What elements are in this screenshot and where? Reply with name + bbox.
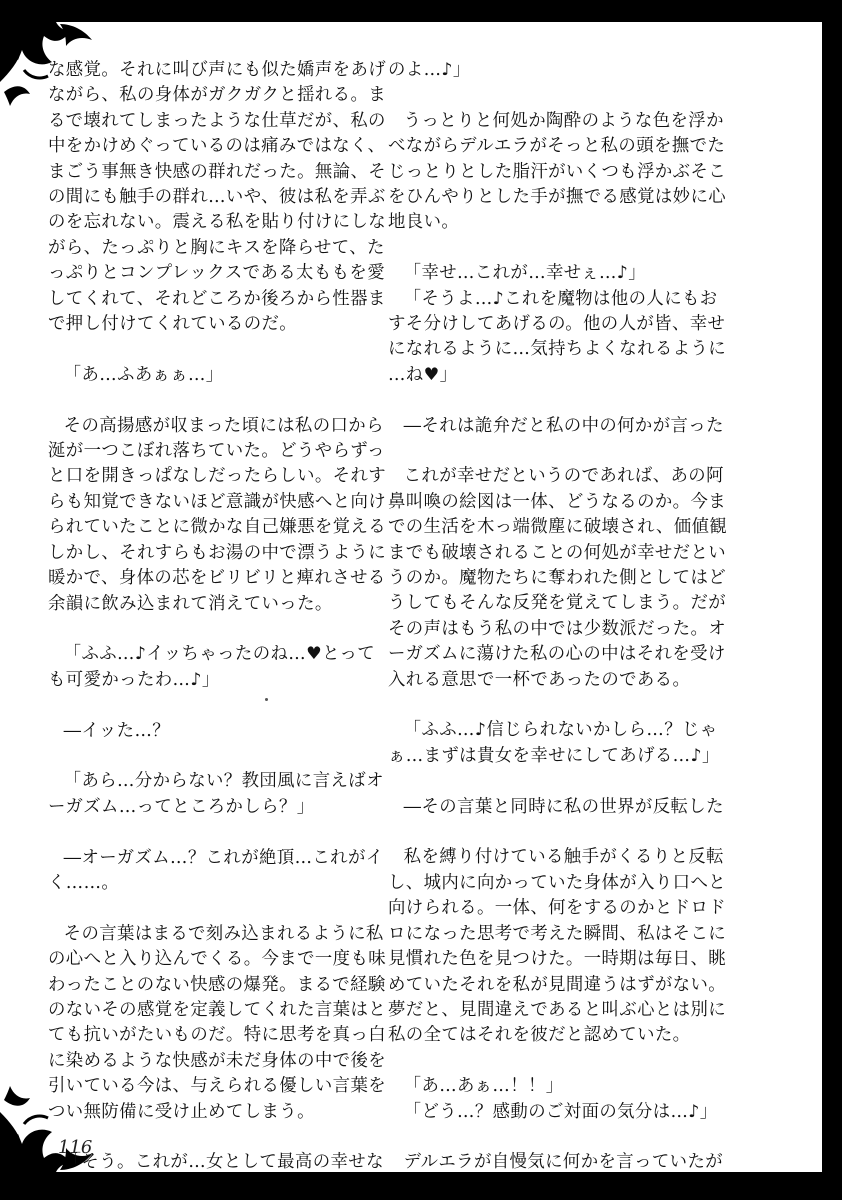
text-line: 「どう…？感動のご対面の気分は…♪」 (403, 1101, 718, 1122)
text-line: つい無防備に受け止めてしまう。 (48, 1101, 315, 1122)
text-line: ながら、私の身体がガクガクと揺れる。ま (48, 85, 387, 106)
text-line (388, 83, 730, 108)
print-speck (265, 698, 268, 701)
text-line (388, 388, 730, 413)
text-line: すそ分けしてあげるの。他の人が皆、幸せ (388, 314, 726, 335)
text-line: べながらデルエラがそっと私の頭を撫でた (388, 136, 726, 157)
text-line: な感覚。それに叫び声にも似た嬌声をあげ (48, 60, 387, 80)
text-line: うのか。魔物たちに奪われた側としてはど (388, 568, 727, 589)
text-line: その言葉はまるで刻み込まれるように私 (63, 923, 384, 944)
text-line: がら、たっぷりと胸にキスを降らせて、た (48, 237, 385, 258)
text-line: 夢だと、見間違えであると叫ぶ心とは別に (388, 999, 727, 1020)
text-line: うっとりと何処か陶酔のような色を浮か (403, 110, 724, 131)
right-text-column (388, 58, 730, 1172)
text-line: 暖かで、身体の芯をビリビリと痺れさせる (48, 568, 386, 589)
text-line: をひんやりとした手が撫でる感覚は妙に心 (388, 187, 727, 208)
text-line: 「ふふ…♪信じられないかしら…？じゃ (403, 720, 718, 741)
text-line: 入れる意思で一杯であったのである。 (388, 669, 691, 690)
page-number: 116 (58, 1137, 93, 1158)
text-line: ーガズムに蕩けた私の心の中はそれを受け (388, 644, 726, 665)
text-line: ても抗いがたいものだ。特に思考を真っ白 (48, 1025, 387, 1046)
text-line: らも知覚できないほど意識が快感へと向け (48, 491, 387, 512)
text-line: わったことのない快感の爆発。まるで経験 (48, 974, 386, 995)
text-line: るで壊れてしまったような仕草だが、私の (48, 110, 386, 131)
text-line: うしてもそんな反発を覚えてしまう。だが (388, 593, 727, 614)
text-line: になれるように…気持ちよくなれるように (388, 339, 727, 360)
text-line: での生活を木っ端微塵に破壊され、価値観 (388, 517, 728, 538)
text-line: と口を開きっぱなしだったらしい。それす (48, 466, 387, 487)
text-line: してくれて、それどころか後ろから性器ま (48, 288, 386, 309)
text-line (388, 693, 730, 718)
text-line: までも破壊されることの何処が幸せだとい (388, 542, 727, 563)
text-line: デルエラが自慢気に何かを言っていたが (403, 1152, 724, 1172)
text-line: 「ふふ…♪イッちゃったのね…♥とって (63, 644, 376, 665)
text-line: のよ…♪」 (388, 60, 471, 80)
text-line: の心へと入り込んでくる。今まで一度も味 (48, 949, 387, 970)
text-line: 鼻叫喚の絵図は一体、どうなるのか。今ま (388, 491, 727, 512)
text-line: 「あ…あぁ…！！」 (403, 1076, 564, 1097)
text-line (48, 820, 390, 845)
text-line (388, 769, 730, 794)
book-page (0, 22, 822, 1172)
text-line: も可愛かったわ…♪」 (48, 669, 220, 690)
text-line (388, 1125, 730, 1150)
text-line: く……。 (48, 872, 120, 893)
text-line (48, 693, 390, 718)
text-line (388, 439, 730, 464)
text-line: 地良い。 (388, 212, 460, 233)
text-line (48, 1125, 390, 1150)
text-line (388, 820, 730, 845)
text-line: 「そう。これが…女として最高の幸せな (63, 1152, 384, 1172)
text-line (48, 896, 390, 921)
text-line: 私の全てはそれを彼だと認めていた。 (388, 1025, 691, 1046)
text-line (48, 337, 390, 362)
text-line: の間にも触手の群れ…いや、彼は私を弄ぶ (48, 187, 386, 208)
text-line: のを忘れない。震える私を貼り付けにしな (48, 212, 387, 233)
text-line: まごう事無き快感の群れだった。無論、そ (48, 161, 387, 182)
text-line: 「あら…分からない？教団風に言えばオ (63, 771, 384, 792)
text-line: ーガズム…ってところかしら？」 (48, 796, 315, 817)
text-line: 私を縛り付けている触手がくるりと反転 (403, 847, 724, 868)
text-line: し、城内に向かっていた身体が入り口へと (388, 872, 727, 893)
text-line: 中をかけめぐっているのは痛みではなく、 (48, 136, 386, 157)
text-line: ぁ…まずは貴女を幸せにしてあげる…♪」 (388, 745, 720, 766)
text-line: ―その言葉と同時に私の世界が反転した (403, 796, 724, 817)
text-line: しかし、それすらもお湯の中で漂うように (48, 542, 387, 563)
text-line: 涎が一つこぼれ落ちていた。どうやらずっ (48, 441, 385, 462)
text-line (48, 388, 390, 413)
text-line: じっとりとした脂汗がいくつも浮かぶそこ (388, 161, 727, 182)
text-line: …ね♥」 (388, 364, 458, 385)
text-line: 向けられる。一体、何をするのかとドロド (388, 898, 727, 919)
text-line (388, 236, 730, 261)
text-line: っぷりとコンプレックスである太ももを愛 (48, 263, 385, 284)
text-line: その高揚感が収まった頃には私の口から (63, 415, 384, 436)
text-line: ロになった思考で考えた瞬間、私はそこに (388, 923, 727, 944)
text-line: ―イッた…？ (63, 720, 171, 741)
text-line: これが幸せだというのであれば、あの阿 (403, 466, 724, 487)
text-line: 「幸せ…これが…幸せぇ…♪」 (403, 263, 647, 284)
text-line (388, 1049, 730, 1074)
text-line: 「そうよ…♪これを魔物は他の人にもお (403, 288, 718, 309)
left-text-column (48, 58, 390, 1172)
text-line: に染めるような快感が未だ身体の中で後を (48, 1050, 387, 1071)
text-line: のないその感覚を定義してくれた言葉はと (48, 999, 387, 1020)
text-line: その声はもう私の中では少数派だった。オ (388, 618, 727, 639)
text-line (48, 617, 390, 642)
text-line (48, 744, 390, 769)
text-line: られていたことに微かな自己嫌悪を覚える (48, 517, 387, 538)
text-line: 余韻に飲み込まれて消えていった。 (48, 593, 333, 614)
text-line: めていたそれを私が見間違うはずがない。 (388, 974, 727, 995)
text-line: 「あ…ふあぁぁ…」 (63, 364, 224, 385)
text-line: 引いている今は、与えられる優しい言葉を (48, 1076, 387, 1097)
text-line: ―オーガズム…？これが絶頂…これがイ (63, 847, 384, 868)
text-line: 見慣れた色を見つけた。一時期は毎日、眺 (388, 949, 727, 970)
text-line: ―それは詭弁だと私の中の何かが言った (403, 415, 724, 436)
text-line: で押し付けてくれているのだ。 (48, 314, 298, 335)
